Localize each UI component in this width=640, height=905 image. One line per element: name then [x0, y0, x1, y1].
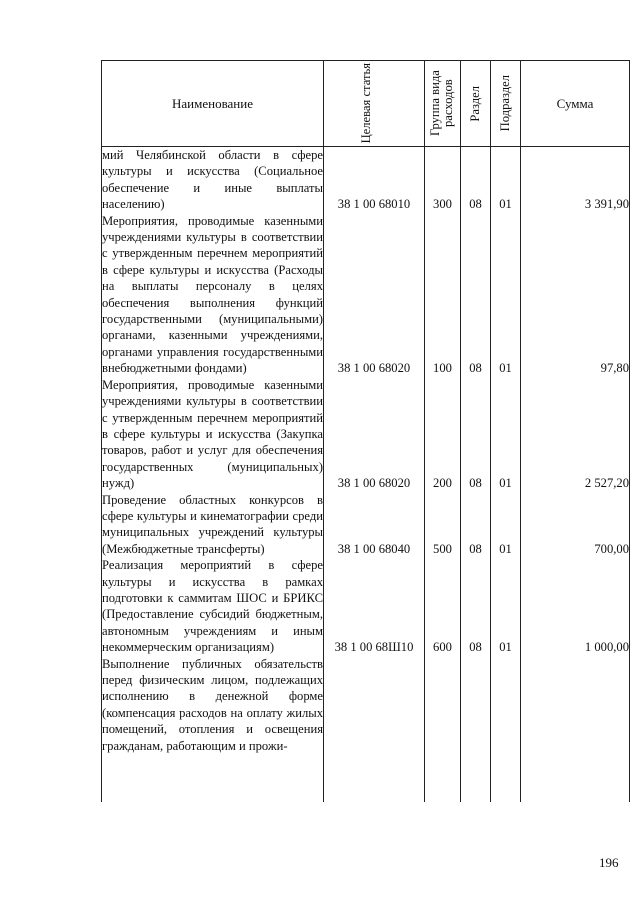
row-target: 38 1 00 68010	[324, 147, 425, 213]
row-subsection: 01	[491, 557, 521, 655]
row-target: 38 1 00 68020	[324, 377, 425, 492]
table-row	[102, 656, 630, 802]
table-row	[102, 213, 630, 377]
row-section	[461, 656, 491, 802]
header-section-cell	[461, 61, 491, 147]
row-subsection	[491, 656, 521, 802]
table-header-row	[102, 61, 630, 147]
row-subsection: 01	[491, 147, 521, 213]
row-group: 600	[425, 557, 461, 655]
row-sum	[521, 656, 630, 802]
header-group-cell	[425, 61, 461, 147]
row-name: Мероприятия, проводимые казенными учреждениями культуры в соответствии с утвержденным перечнем мероприятий в сфере культуры и искусства (Закупка товаров, работ и услуг для обеспечения государственных (муниципальных) нужд)	[102, 377, 323, 491]
page-number: 196	[599, 855, 619, 870]
table-row	[102, 492, 630, 558]
row-subsection: 01	[491, 377, 521, 492]
header-sum: Сумма	[521, 61, 630, 147]
row-target: 38 1 00 68040	[324, 492, 425, 558]
header-name: Наименование	[102, 61, 324, 147]
row-target: 38 1 00 68020	[324, 213, 425, 377]
row-sum: 700,00	[521, 492, 630, 558]
row-name: Мероприятия, проводимые казенными учреждениями культуры в соответствии с утвержденным перечнем мероприятий в сфере культуры и искусства (Расходы на выплаты персоналу в целях обеспечения выполнения функций государственными (муниципальными) органами, казенными учреждениями, органами управления государственными внебюджетными фондами)	[102, 213, 323, 376]
header-subsection: Подраздел	[498, 75, 512, 132]
row-name: Выполнение публичных обязательств перед физическим лицом, подлежащих исполнению в денежной форме (компенсация расходов на оплату жилых помещений, отопления и освещения гражданам, работающим и прожи-	[102, 656, 324, 802]
row-target: 38 1 00 68Ш10	[324, 557, 425, 655]
header-group: Группа вида расходов	[427, 70, 455, 137]
header-subsection-cell	[491, 61, 521, 147]
row-section: 08	[461, 147, 491, 213]
budget-table	[101, 60, 630, 802]
row-name: мий Челябинской области в сфере культуры и искусства (Социальное обеспечение и иные выплаты населению)	[102, 148, 323, 212]
row-sum: 97,80	[521, 213, 630, 377]
row-subsection: 01	[491, 492, 521, 558]
row-name: Реализация мероприятий в сфере культуры и искусства в рамках подготовки к саммитам ШОС и БРИКС (Предоставление субсидий бюджетным, автономным учреждениям и иным некоммерческим организациям)	[102, 558, 323, 655]
row-sum: 1 000,00	[521, 557, 630, 655]
row-section: 08	[461, 213, 491, 377]
row-sum: 2 527,20	[521, 377, 630, 492]
row-group: 300	[425, 147, 461, 213]
table-row	[102, 147, 630, 213]
row-section: 08	[461, 557, 491, 655]
row-section: 08	[461, 377, 491, 492]
row-group: 200	[425, 377, 461, 492]
table-row	[102, 557, 630, 655]
row-sum: 3 391,90	[521, 147, 630, 213]
row-target	[324, 656, 425, 802]
row-name: Проведение областных конкурсов в сфере культуры и кинематографии среди муниципальных учреждений культуры (Межбюджетные трансферты)	[102, 492, 323, 556]
header-target: Целевая статья	[359, 63, 373, 144]
row-group: 500	[425, 492, 461, 558]
header-section: Раздел	[468, 85, 482, 122]
row-group: 100	[425, 213, 461, 377]
row-group	[425, 656, 461, 802]
row-subsection: 01	[491, 213, 521, 377]
table-row	[102, 377, 630, 492]
row-section: 08	[461, 492, 491, 558]
header-target-cell	[324, 61, 425, 147]
